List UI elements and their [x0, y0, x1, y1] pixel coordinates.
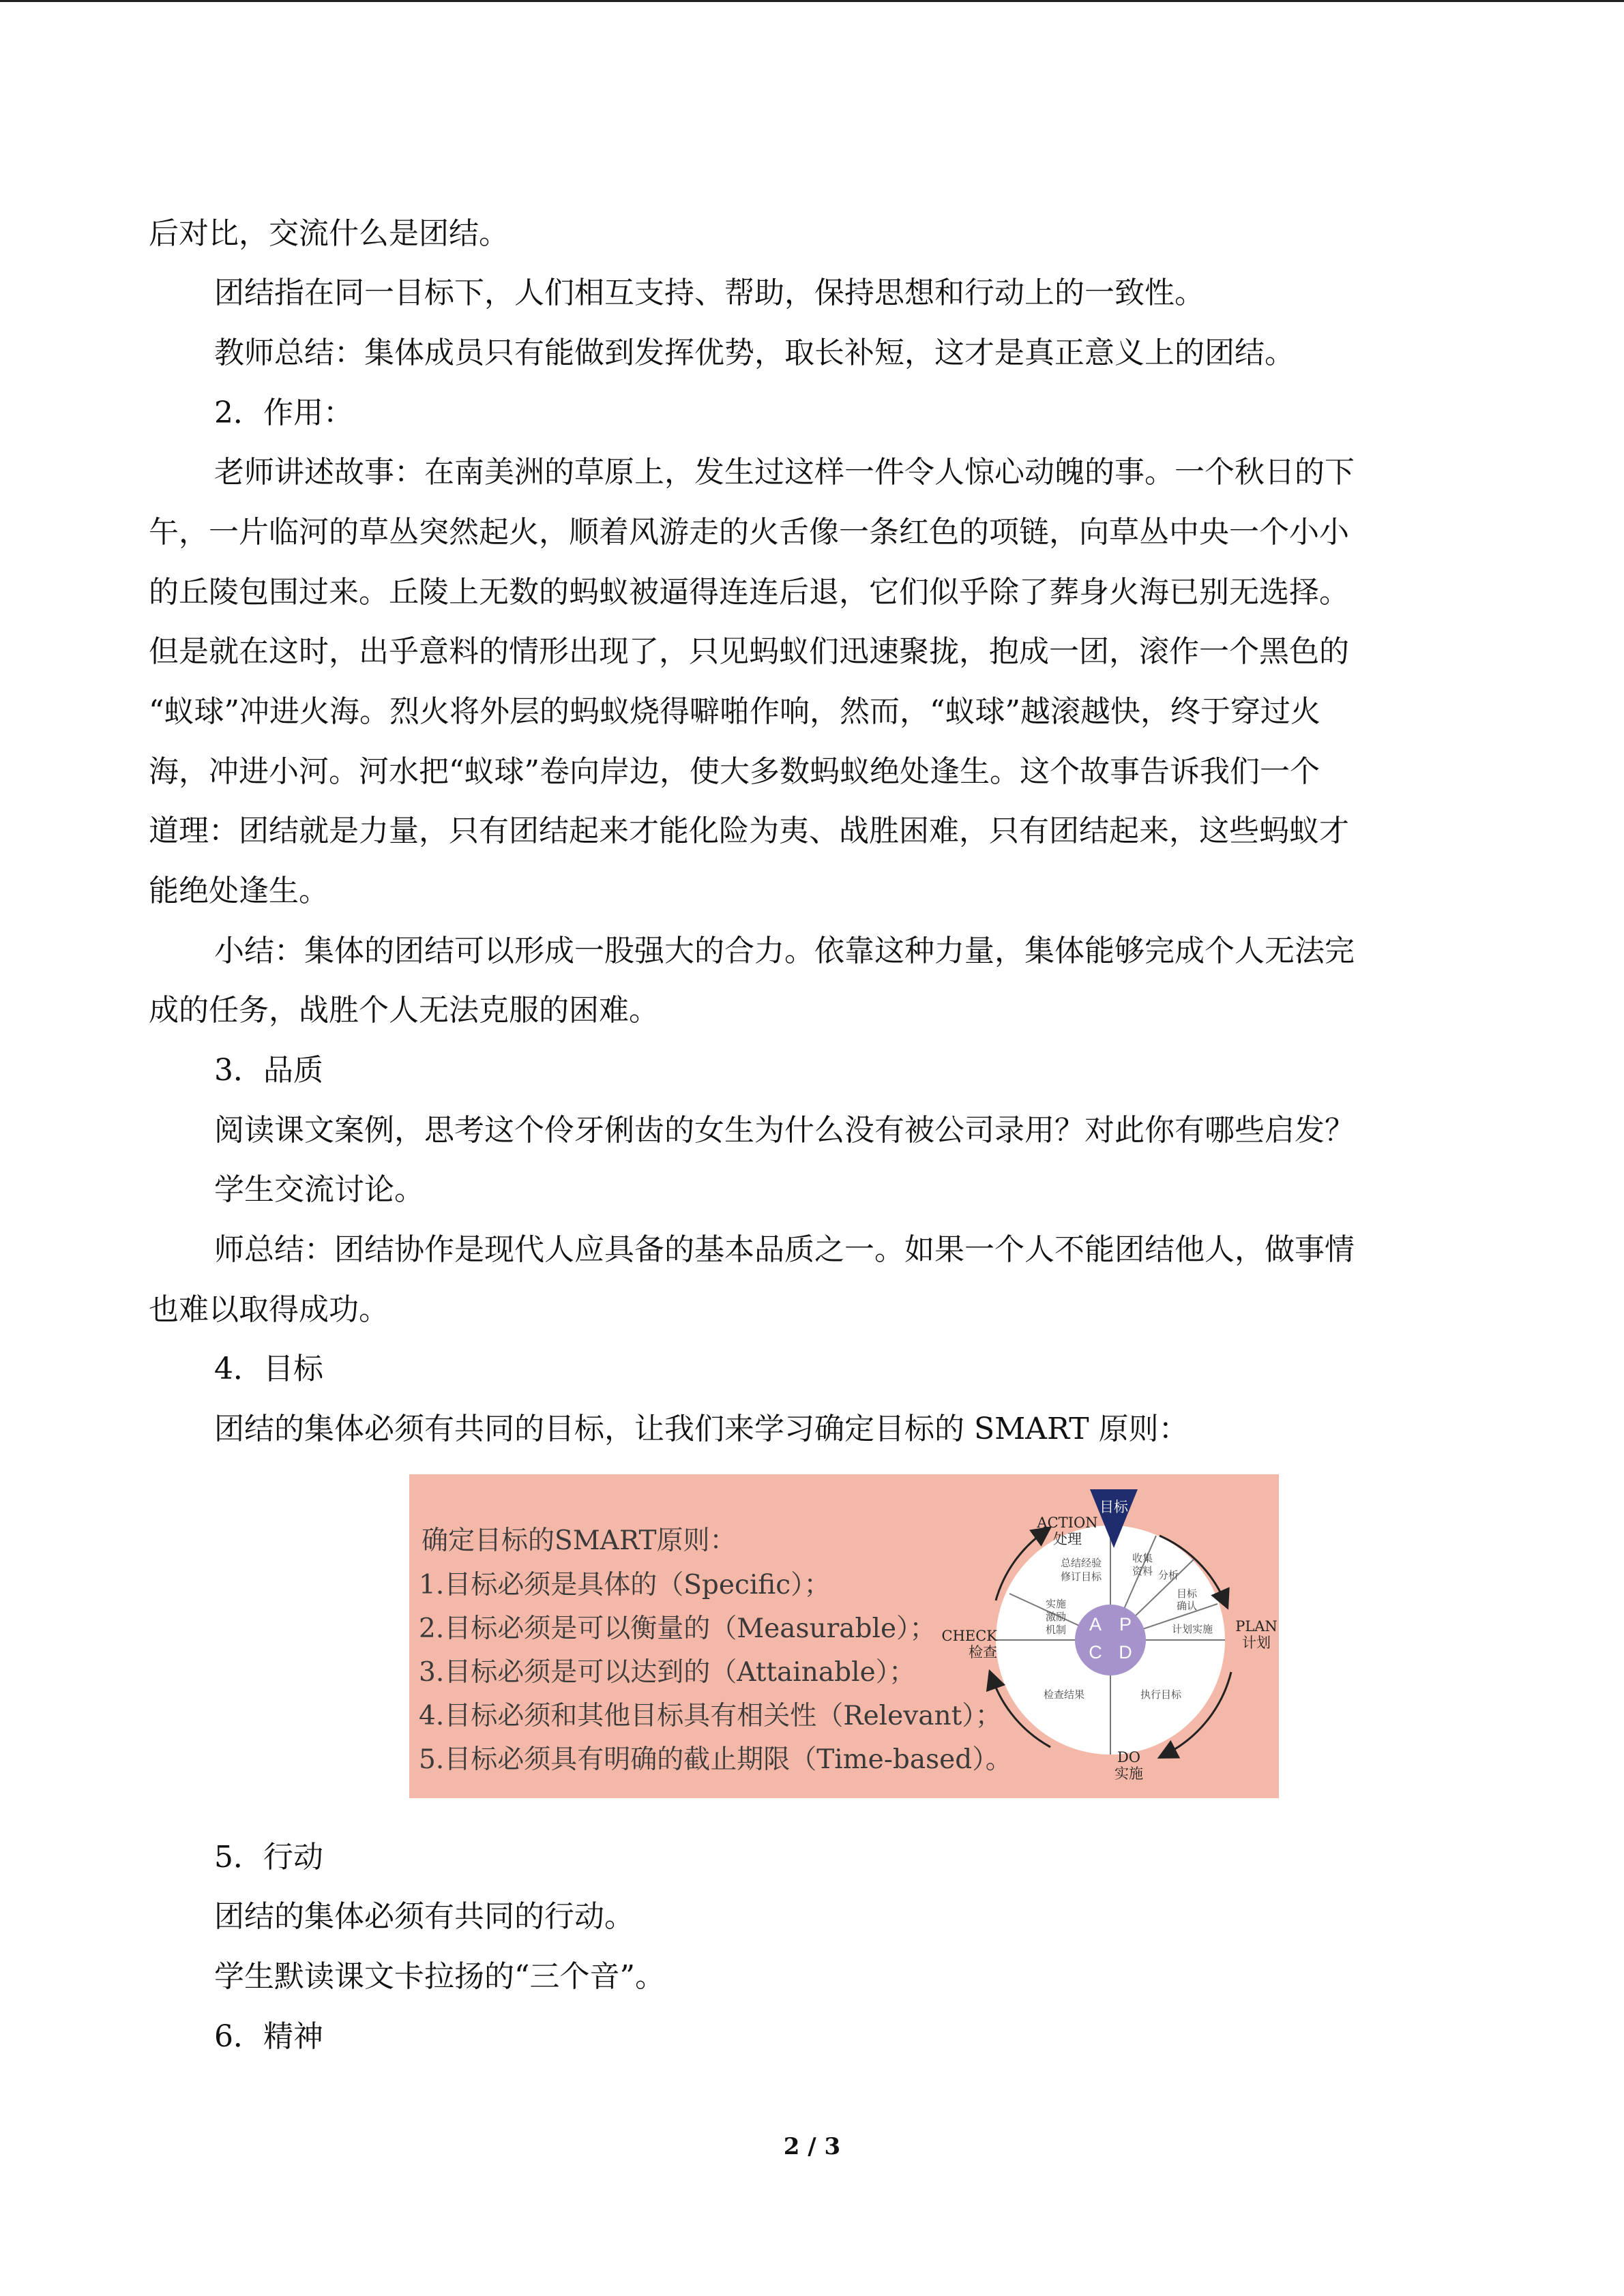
- segment-label: 确认: [1176, 1600, 1198, 1612]
- smart-principle-figure: [409, 1474, 1279, 1798]
- quadrant-c-label: C: [1089, 1642, 1102, 1663]
- paragraph-line: 师总结：团结协作是现代人应具备的基本品质之一。如果一个人不能团结他人，做事情: [214, 1232, 1355, 1267]
- check-label-en: CHECK: [941, 1628, 997, 1644]
- section-heading: 6．精神: [214, 2019, 323, 2054]
- segment-label: 修订目标: [1060, 1570, 1102, 1583]
- segment-label: 检查结果: [1043, 1688, 1085, 1701]
- paragraph-line: 教师总结：集体成员只有能做到发挥优势，取长补短，这才是真正意义上的团结。: [214, 336, 1295, 370]
- figure-list-item: 2.目标必须是可以衡量的（Measurable）；: [419, 1613, 936, 1644]
- paragraph-line: 的丘陵包围过来。丘陵上无数的蚂蚁被逼得连连后退，它们似乎除了葬身火海已别无选择。: [149, 575, 1349, 610]
- figure-list-item: 1.目标必须是具体的（Specific）；: [419, 1570, 831, 1600]
- segment-label: 机制: [1045, 1624, 1067, 1636]
- quadrant-p-label: P: [1119, 1614, 1132, 1635]
- check-label-cn: 检查: [969, 1644, 997, 1660]
- paragraph-line: 后对比，交流什么是团结。: [149, 216, 509, 251]
- section-heading: 3．品质: [214, 1053, 323, 1088]
- figure-list-item: 5.目标必须具有明确的截止期限（Time-based）。: [419, 1744, 1012, 1775]
- figure-list-item: 4.目标必须和其他目标具有相关性（Relevant）；: [419, 1701, 1002, 1731]
- paragraph-line: 学生默读课文卡拉扬的“三个音”。: [214, 1959, 665, 1994]
- segment-label: 目标: [1176, 1587, 1198, 1600]
- segment-label: 计划实施: [1171, 1623, 1213, 1635]
- paragraph-line: 阅读课文案例，思考这个伶牙俐齿的女生为什么没有被公司录用？对此你有哪些启发？: [214, 1113, 1355, 1148]
- action-label-en: ACTION: [1037, 1515, 1098, 1531]
- paragraph-line: 但是就在这时，出乎意料的情形出现了，只见蚂蚁们迅速聚拢，抱成一团，滚作一个黑色的: [149, 634, 1349, 669]
- paragraph-line: 团结指在同一目标下，人们相互支持、帮助，保持思想和行动上的一致性。: [214, 275, 1205, 310]
- quadrant-d-label: D: [1119, 1642, 1132, 1663]
- do-label-en: DO: [1117, 1749, 1141, 1765]
- segment-label: 收集: [1132, 1552, 1153, 1564]
- segment-label: 总结经验: [1060, 1557, 1102, 1569]
- section-heading: 4．目标: [214, 1352, 323, 1386]
- section-heading: 2．作用：: [214, 396, 353, 430]
- quadrant-a-label: A: [1089, 1614, 1102, 1635]
- paragraph-line: 午，一片临河的草丛突然起火，顺着风游走的火舌像一条红色的项链，向草丛中央一个小小: [149, 515, 1349, 550]
- paragraph-line: 小结：集体的团结可以形成一股强大的合力。依靠这种力量，集体能够完成个人无法完: [214, 934, 1355, 968]
- paragraph-line: 老师讲述故事：在南美洲的草原上，发生过这样一件令人惊心动魄的事。一个秋日的下: [214, 455, 1355, 490]
- page-number: 2 / 3: [783, 2133, 841, 2160]
- paragraph-line: 能绝处逢生。: [149, 874, 329, 908]
- segment-label: 实施: [1045, 1598, 1067, 1610]
- paragraph-line: 团结的集体必须有共同的行动。: [214, 1899, 634, 1934]
- figure-list-item: 3.目标必须是可以达到的（Attainable）；: [419, 1657, 916, 1688]
- segment-label: 资料: [1132, 1565, 1153, 1577]
- figure-title: 确定目标的SMART原则：: [422, 1525, 737, 1556]
- plan-label-en: PLAN: [1235, 1618, 1278, 1635]
- plan-label-cn: 计划: [1242, 1635, 1271, 1651]
- pdca-core: [1075, 1605, 1146, 1675]
- pdca-cycle-diagram: [409, 1474, 1279, 1798]
- segment-label: 激励: [1045, 1611, 1067, 1623]
- paragraph-line: 道理：团结就是力量，只有团结起来才能化险为夷、战胜困难，只有团结起来，这些蚂蚁才: [149, 814, 1349, 848]
- segment-label: 分析: [1157, 1569, 1179, 1581]
- action-label-cn: 处理: [1053, 1531, 1082, 1547]
- goal-tag-label: 目标: [1099, 1499, 1128, 1515]
- paragraph-line: 海，冲进小河。河水把“蚁球”卷向岸边，使大多数蚂蚁绝处逢生。这个故事告诉我们一个: [149, 754, 1320, 789]
- paragraph-line: “蚁球”冲进火海。烈火将外层的蚂蚁烧得噼啪作响，然而，“蚁球”越滚越快，终于穿过火: [149, 694, 1320, 729]
- do-label-cn: 实施: [1114, 1765, 1143, 1782]
- paragraph-line: 成的任务，战胜个人无法克服的困难。: [149, 993, 659, 1028]
- segment-label: 执行目标: [1140, 1688, 1182, 1701]
- page-top-border: [0, 0, 1624, 2]
- paragraph-line: 团结的集体必须有共同的目标，让我们来学习确定目标的 SMART 原则：: [214, 1412, 1189, 1446]
- paragraph-line: 也难以取得成功。: [149, 1292, 389, 1327]
- section-heading: 5．行动: [214, 1840, 323, 1875]
- paragraph-line: 学生交流讨论。: [214, 1172, 424, 1207]
